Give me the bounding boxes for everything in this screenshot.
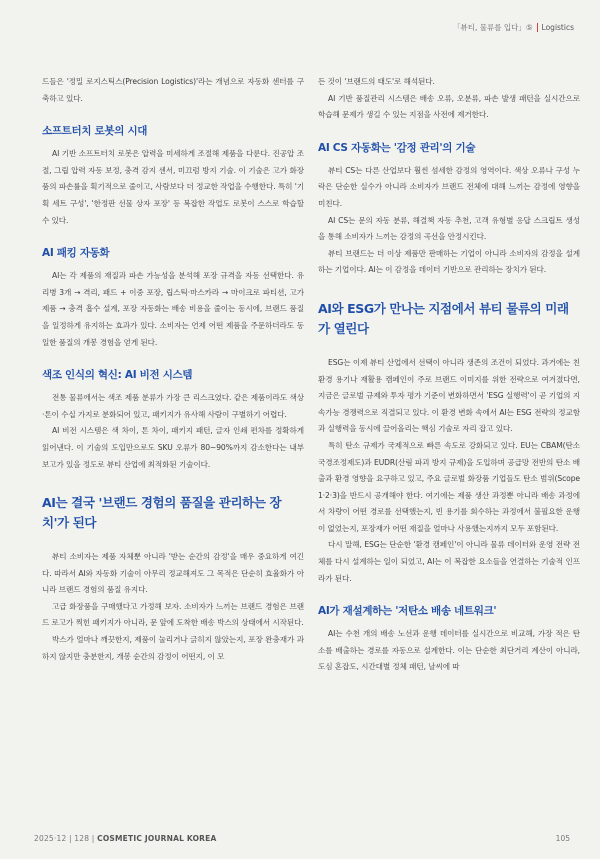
paragraph: 박스가 얼마나 깨끗한지, 제품이 눌리거나 긁히지 않았는지, 포장 완충재가 과하지 않지만 충분한지, 개봉 순간의 감정이 어떤지, 이 모	[42, 635, 304, 661]
header-divider	[537, 23, 538, 32]
section-name: Logistics	[541, 23, 574, 32]
magazine-name: COSMETIC JOURNAL KOREA	[97, 834, 217, 843]
paragraph: 든 것이 '브랜드의 태도'로 해석된다.	[318, 77, 435, 86]
series-title: 「뷰티, 물류를 입다」⑤	[452, 23, 533, 32]
paragraph: AI는 수천 개의 배송 노선과 운행 데이터를 실시간으로 비교해, 가장 적은 탄소를 배출하는 경로를 자동으로 설계한다. 이는 단순한 최단거리 계산이 아니라, 도심 혼잡도, 시간대별 정체 패턴, 날씨에 따	[318, 629, 580, 672]
subheading-vision: 색조 인식의 혁신: AI 비전 시스템	[42, 369, 193, 382]
left-column	[42, 74, 304, 665]
paragraph: AI는 각 제품의 재질과 파손 가능성을 분석해 포장 규격을 자동 선택한다. 유리병 3개 → 격리, 패드 + 이중 포장, 립스틱·마스카라 → 마이크로 파티션, 고가 제품 → 충격 흡수 설계, 포장 자동화는 배송 비용을 줄이는 동시에, 브랜드 품질을 일정하게 유지하는 효과가 있다. 소비자는 언제 어떤 제품을 주문하더라도 동일한 품질의 개봉 경험을 얻게 된다.	[42, 271, 304, 347]
paragraph: 뷰티 소비자는 제품 자체뿐 아니라 '받는 순간의 감정'을 매우 중요하게 여긴다. 따라서 AI와 자동화 기술이 아무리 정교해져도 그 목적은 단순히 효율화가 아니라 브랜드 경험의 품질 유지다.	[42, 552, 304, 595]
page-header	[453, 22, 574, 33]
subheading-packing: AI 패킹 자동화	[42, 247, 110, 260]
paragraph: 뷰티 브랜드는 더 이상 제품만 판매하는 기업이 아니라 소비자의 감정을 설계하는 기업이다. AI는 이 감정을 데이터 기반으로 관리하는 장치가 된다.	[318, 248, 580, 275]
subheading-cs: AI CS 자동화는 '감정 관리'의 기술	[318, 141, 476, 154]
paragraph: ESG는 이제 뷰티 산업에서 선택이 아니라 생존의 조건이 되었다. 과거에는 친환경 용기나 재활용 캠페인이 주로 브랜드 이미지를 위한 전략으로 여겨졌다면, 지금은 글로벌 규제와 투자 평가 기준이 변화하면서 'ESG 실행력'이 곧 기업의 지속가능 경쟁력으로 직결되고 있다. 이 환경 변화 속에서 AI는 ESG 전략의 정교함과 실행력을 동시에 끌어올리는 핵심 기술로 자리 잡고 있다.	[318, 357, 580, 434]
paragraph: AI CS는 문의 자동 분류, 해결책 자동 추천, 고객 유형별 응답 스크립트 생성을 통해 소비자가 느끼는 감정의 곡선을 안정시킨다.	[318, 215, 580, 242]
paragraph: 고급 화장품을 구매했다고 가정해 보자. 소비자가 느끼는 브랜드 경험은 브랜드 로고가 찍힌 패키지가 아니라, 문 앞에 도착한 배송 박스의 상태에서 시작된다.	[42, 601, 304, 628]
subheading-lowcarbon: AI가 재설계하는 '저탄소 배송 네트워크'	[318, 605, 497, 618]
footer-magazine	[34, 834, 217, 843]
paragraph: 뷰티 CS는 다른 산업보다 훨씬 섬세한 감정의 영역이다. 색상 오류나 구성 누락은 단순한 실수가 아니라 소비자가 브랜드 전체에 대해 느끼는 감정에 영향을 미친다.	[318, 165, 580, 208]
right-column	[318, 74, 580, 676]
paragraph: AI 기반 품질관리 시스템은 배송 오류, 오분류, 파손 발생 패턴을 실시간으로 학습해 문제가 생길 수 있는 지점을 사전에 제거한다.	[318, 93, 580, 120]
paragraph: 드들은 '정밀 로지스틱스(Precision Logistics)'라는 개념으로 자동화 센터를 구축하고 있다.	[42, 77, 304, 103]
issue-info: 2025·12 | 128 |	[34, 834, 95, 843]
paragraph: 전통 물류에서는 색조 제품 분류가 가장 큰 리스크였다. 같은 제품이라도 색상·톤이 수십 가지로 분화되어 있고, 패키지가 유사해 사람이 구별하기 어렵다.	[42, 393, 304, 419]
paragraph: 특히 탄소 규제가 국제적으로 빠른 속도로 강화되고 있다. EU는 CBAM(탄소국경조정제도)과 EUDR(산림 파괴 방지 규제)을 도입하며 공급망 전반의 탄소 배출과 환경 영향을 요구하고 있고, 주요 글로벌 화장품 기업들도 탄소 범위(Scope 1·2·3)을 반드시 공개해야 한다. 여기에는 제품 생산 과정뿐 아니라 배송 과정에서 차량이 어떤 경로를 선택했는지, 빈 용기를 회수하는 과정에서 불필요한 운행이 없었는지, 포장재가 어떤 재질을 얼마나 사용했는지까지 모두 포함된다.	[318, 440, 580, 533]
paragraph: AI 기반 소프트터치 로봇은 압력을 미세하게 조절해 제품을 다룬다. 진공압 조절, 그립 압력 자동 보정, 충격 감지 센서, 미끄럼 방지 기술. 이 기술은 고가 화장품의 파손률을 획기적으로 줄이고, 사람보다 더 정교한 작업을 수행한다. 특히 '기획 세트 구성', '한정판 선물 상자 포장' 등 복잡한 작업도 로봇이 스스로 학습할 수 있다.	[42, 149, 304, 225]
section-heading-esg: AI와 ESG가 만나는 지점에서 뷰티 물류의 미래가 열린다	[318, 300, 569, 336]
paragraph: AI 비전 시스템은 색 차이, 톤 차이, 패키지 패턴, 글자 인쇄 편차를 정확하게 읽어낸다. 이 기술의 도입만으로도 SKU 오류가 80~90%까지 감소한다는 내부 보고가 있을 정도로 뷰티 산업에 최적화된 기술이다.	[42, 426, 304, 469]
page-number: 105	[555, 834, 570, 843]
section-heading-brand-experience: AI는 결국 '브랜드 경험의 품질을 관리하는 장치'가 된다	[42, 495, 282, 531]
paragraph: 다시 말해, ESG는 단순한 '환경 캠페인'이 아니라 물류 데이터와 운영 전략 전체를 다시 설계하는 일이 되었고, AI는 이 복잡한 요소들을 연결하는 기술적 인프라가 된다.	[318, 540, 580, 583]
subheading-softtouch: 소프트터치 로봇의 시대	[42, 125, 148, 138]
